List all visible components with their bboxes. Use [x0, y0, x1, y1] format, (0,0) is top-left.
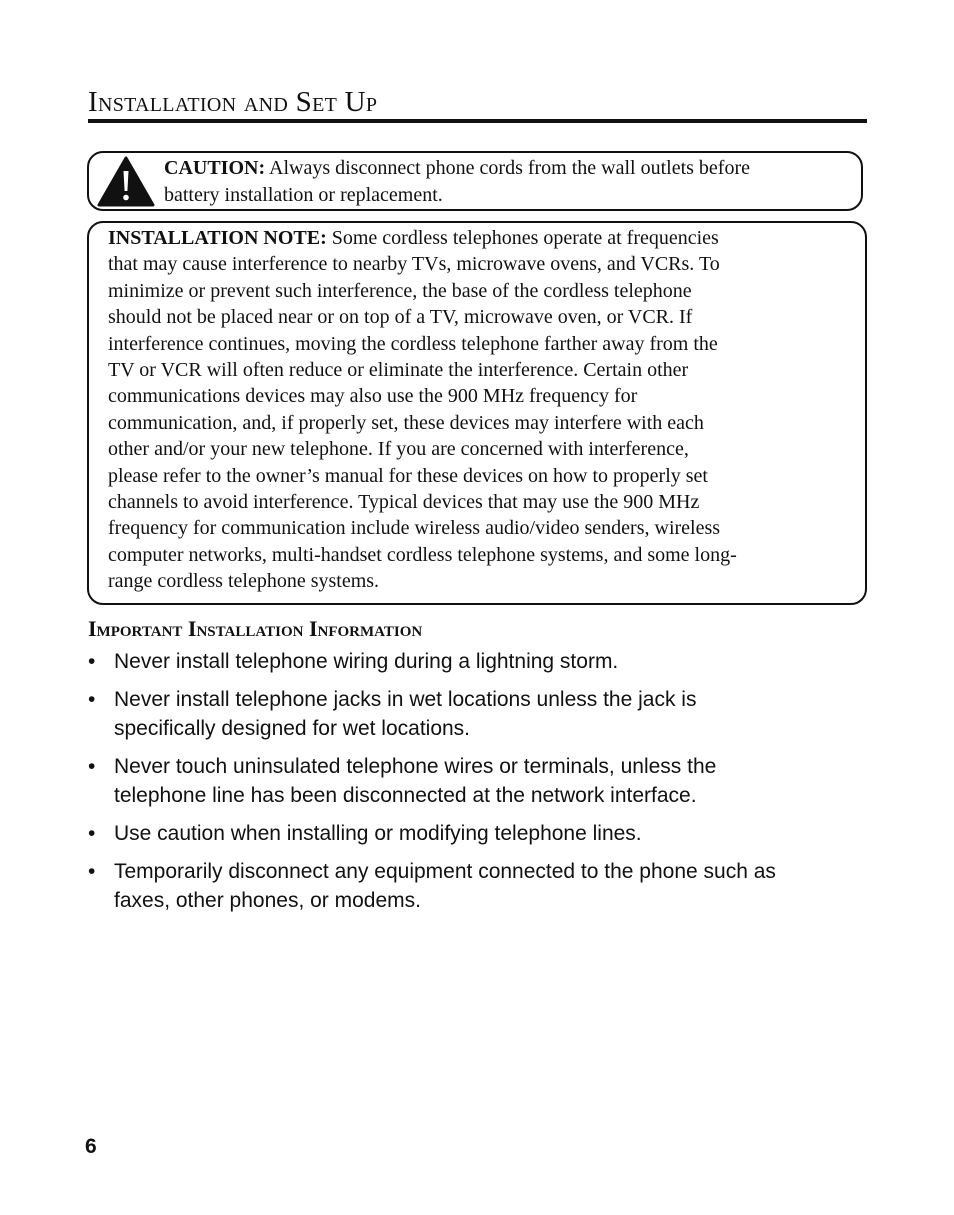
note-line: computer networks, multi-handset cordless telephone systems, and some long-: [108, 543, 737, 566]
note-line: please refer to the owner’s manual for these devices on how to properly set: [108, 464, 708, 487]
note-line: channels to avoid interference. Typical devices that may use the 900 MHz: [108, 491, 700, 514]
list-item: [88, 819, 878, 848]
list-item-line: faxes, other phones, or modems.: [114, 889, 421, 912]
installation-info-list: [88, 647, 878, 924]
note-line: frequency for communication include wireless audio/video senders, wireless: [108, 517, 721, 540]
note-line: other and/or your new telephone. If you are concerned with interference,: [108, 438, 689, 461]
note-line: that may cause interference to nearby TVs, microwave ovens, and VCRs. To: [108, 253, 720, 276]
list-item-line: Never install telephone jacks in wet locations unless the jack is: [114, 688, 697, 711]
list-item: [88, 647, 878, 676]
note-line: [108, 225, 856, 251]
caution-label: CAUTION:: [164, 157, 266, 179]
caution-line: battery installation or replacement.: [164, 183, 443, 206]
bullet-icon: •: [88, 755, 96, 778]
note-line: range cordless telephone systems.: [108, 570, 380, 593]
bullet-icon: •: [88, 688, 96, 711]
bullet-icon: •: [88, 860, 96, 883]
caution-line: [164, 155, 854, 182]
bullet-icon: •: [88, 650, 96, 673]
note-line-text: Some cordless telephones operate at frequencies: [326, 227, 719, 249]
section-heading: Important Installation Information: [88, 616, 423, 641]
installation-note-label: INSTALLATION NOTE:: [108, 227, 327, 249]
list-item-line: Never install telephone wiring during a lightning storm.: [114, 650, 619, 673]
note-line: communications devices may also use the 900 MHz frequency for: [108, 385, 638, 408]
list-item-line: specifically designed for wet locations.: [114, 717, 471, 740]
list-item: [88, 752, 878, 810]
note-line: minimize or prevent such interference, the base of the cordless telephone: [108, 279, 692, 302]
list-item-line: Never touch uninsulated telephone wires or terminals, unless the: [114, 755, 717, 778]
note-line: interference continues, moving the cordless telephone farther away from the: [108, 332, 718, 355]
caution-text: [164, 155, 854, 208]
list-item: [88, 685, 878, 743]
warning-triangle-icon: [96, 156, 156, 208]
page-number: 6: [85, 1135, 97, 1158]
list-item-line: Temporarily disconnect any equipment connected to the phone such as: [114, 860, 776, 883]
note-line: communication, and, if properly set, these devices may interfere with each: [108, 411, 704, 434]
installation-note-text: [108, 225, 856, 595]
bullet-icon: •: [88, 822, 96, 845]
list-item: [88, 857, 878, 915]
list-item-line: telephone line has been disconnected at the network interface.: [114, 784, 697, 807]
caution-line-text: Always disconnect phone cords from the wall outlets before: [265, 157, 750, 179]
title-rule: [88, 119, 867, 123]
page-title: Installation and Set Up: [88, 86, 378, 118]
note-line: should not be placed near or on top of a TV, microwave oven, or VCR. If: [108, 306, 693, 329]
note-line: TV or VCR will often reduce or eliminate the interference. Certain other: [108, 359, 689, 382]
list-item-line: Use caution when installing or modifying telephone lines.: [114, 822, 642, 845]
